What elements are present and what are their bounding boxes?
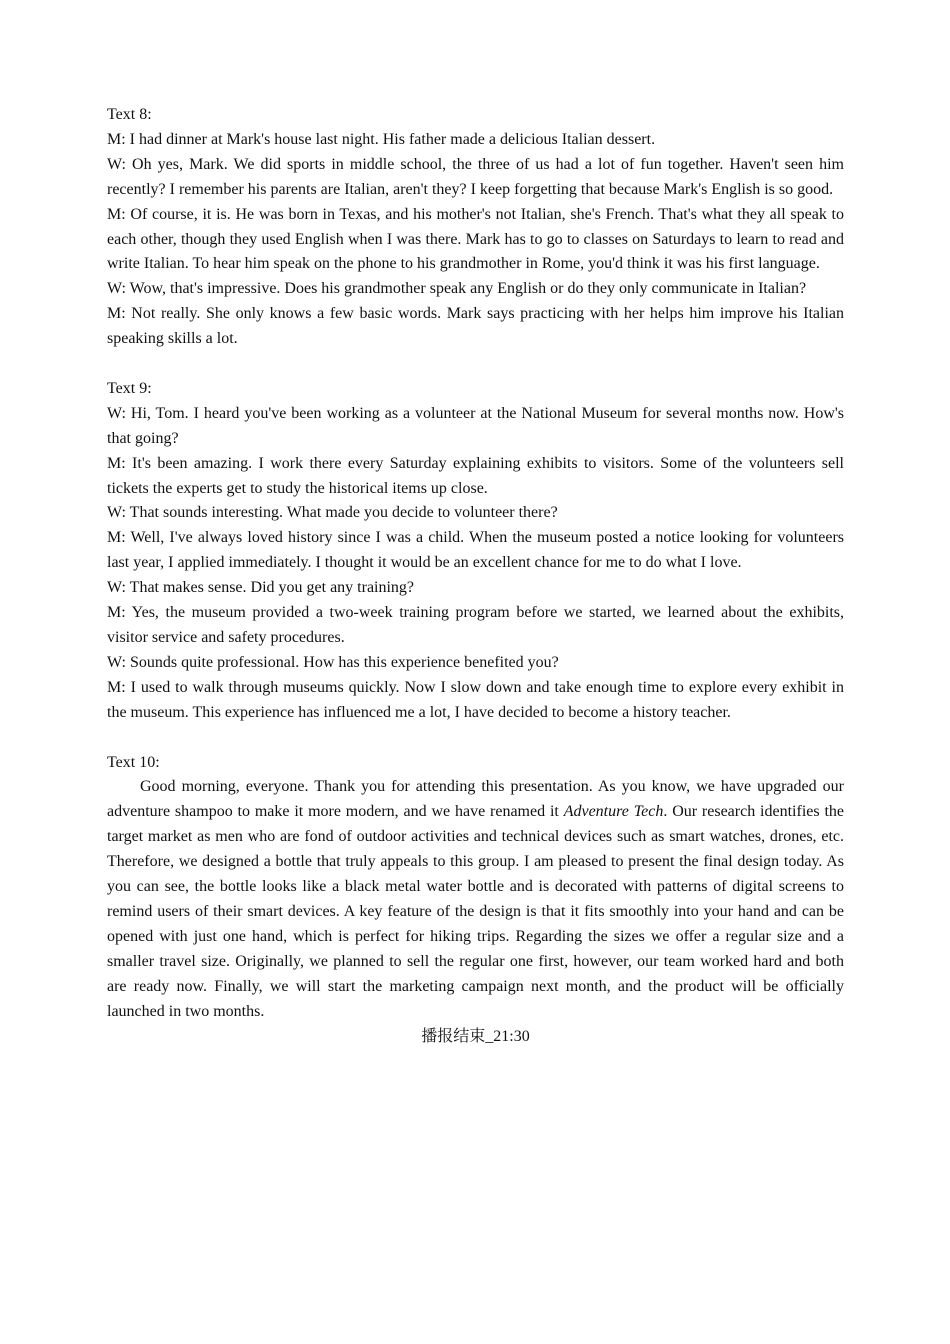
dialogue-line: M: Not really. She only knows a few basic words. Mark says practicing with her helps him improve his Italian speaking skills a lot. xyxy=(107,305,844,348)
dialogue-line: M: I used to walk through museums quickly. Now I slow down and take enough time to explore every exhibit in the museum. This experience has influenced me a lot, I have decided to become a history teacher. xyxy=(107,678,844,721)
section-heading: Text 8: xyxy=(107,106,152,123)
dialogue-line: M: Of course, it is. He was born in Texas, and his mother's not Italian, she's French. That's what they all speak to each other, though they used English when I was there. Mark has to go to classes on Saturdays to learn to read and write Italian. To hear him speak on the phone to his grandmother in Rome, you'd think it was his first language. xyxy=(107,205,844,273)
paragraph-text-start: Good morning, everyone. Thank you for attending this presentation. As you know, we have upgraded our adventure shampoo to make it more modern, and we have renamed it xyxy=(107,778,844,821)
monologue-paragraph xyxy=(107,775,844,1024)
dialogue-line: M: I had dinner at Mark's house last night. His father made a delicious Italian dessert. xyxy=(107,130,656,148)
dialogue-line: W: Sounds quite professional. How has this experience benefited you? xyxy=(107,653,559,671)
document-page xyxy=(107,103,844,1049)
dialogue-line: M: Well, I've always loved history since I was a child. When the museum posted a notice looking for volunteers last year, I applied immediately. I thought it would be an excellent chance for me to do what I love. xyxy=(107,529,844,572)
section-heading: Text 10: xyxy=(107,753,160,771)
text-10-section xyxy=(107,751,844,1025)
dialogue-line: W: That makes sense. Did you get any training? xyxy=(107,579,415,597)
dialogue-line: W: That sounds interesting. What made you decide to volunteer there? xyxy=(107,504,558,522)
section-heading: Text 9: xyxy=(107,379,152,397)
text-8-section xyxy=(107,103,844,352)
dialogue-line: M: Yes, the museum provided a two-week training program before we started, we learned about the exhibits, visitor service and safety procedures. xyxy=(107,604,844,647)
dialogue-line: W: Wow, that's impressive. Does his grandmother speak any English or do they only communicate in Italian? xyxy=(107,280,807,298)
dialogue-line: M: It's been amazing. I work there every Saturday explaining exhibits to visitors. Some of the volunteers sell tickets the experts get to study the historical items up close. xyxy=(107,454,844,497)
product-name: Adventure Tech xyxy=(563,803,664,821)
broadcast-end-footer: 播报结束_21:30 xyxy=(421,1027,530,1045)
dialogue-line: W: Hi, Tom. I heard you've been working as a volunteer at the National Museum for several months now. How's that going? xyxy=(107,404,844,447)
dialogue-line: W: Oh yes, Mark. We did sports in middle school, the three of us had a lot of fun together. Haven't seen him recently? I remember his parents are Italian, aren't they? I keep forgetting that because Mark's English is so good. xyxy=(107,155,844,198)
text-9-section xyxy=(107,377,844,726)
paragraph-text-end: . Our research identifies the target market as men who are fond of outdoor activities and technical devices such as smart watches, drones, etc. Therefore, we designed a bottle that truly appeals to this group. I am pleased to present the final design today. As you can see, the bottle looks like a black metal water bottle and is decorated with patterns of digital screens to remind users of their smart devices. A key feature of the design is that it fits smoothly into your hand and can be opened with just one hand, which is perfect for hiking trips. Regarding the sizes we offer a regular size and a smaller travel size. Originally, we planned to sell the regular one first, however, our team worked hard and both are ready now. Finally, we will start the marketing campaign next month, and the product will be officially launched in two months. xyxy=(107,803,844,1020)
